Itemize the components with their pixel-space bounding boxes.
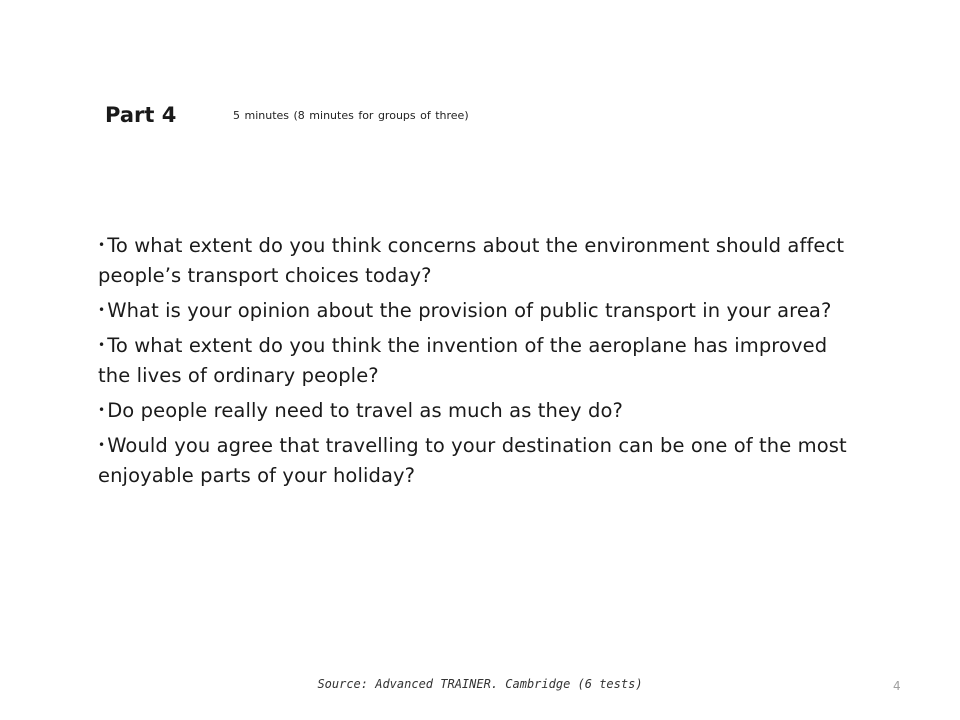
source-citation: Source: Advanced TRAINER. Cambridge (6 tests) bbox=[317, 677, 643, 691]
question-item bbox=[98, 230, 858, 291]
bullet-icon: • bbox=[98, 403, 106, 417]
question-item bbox=[98, 330, 858, 391]
bullet-icon: • bbox=[98, 238, 106, 252]
timing-note: 5 minutes (8 minutes for groups of three) bbox=[233, 109, 469, 122]
question-text: What is your opinion about the provision of public transport in your area? bbox=[107, 299, 832, 322]
question-text: To what extent do you think the invention of the aeroplane has improved the lives of ordinary people? bbox=[98, 334, 828, 387]
part-title: Part 4 bbox=[105, 103, 177, 127]
question-list bbox=[98, 230, 858, 495]
question-item bbox=[98, 295, 858, 326]
bullet-icon: • bbox=[98, 438, 106, 452]
question-text: Do people really need to travel as much as they do? bbox=[107, 399, 623, 422]
question-item bbox=[98, 395, 858, 426]
question-item bbox=[98, 430, 858, 491]
question-text: Would you agree that travelling to your destination can be one of the most enjoyable parts of your holiday? bbox=[98, 434, 847, 487]
bullet-icon: • bbox=[98, 303, 106, 317]
question-text: To what extent do you think concerns about the environment should affect people’s transport choices today? bbox=[98, 234, 845, 287]
bullet-icon: • bbox=[98, 338, 106, 352]
page-number: 4 bbox=[893, 679, 901, 693]
